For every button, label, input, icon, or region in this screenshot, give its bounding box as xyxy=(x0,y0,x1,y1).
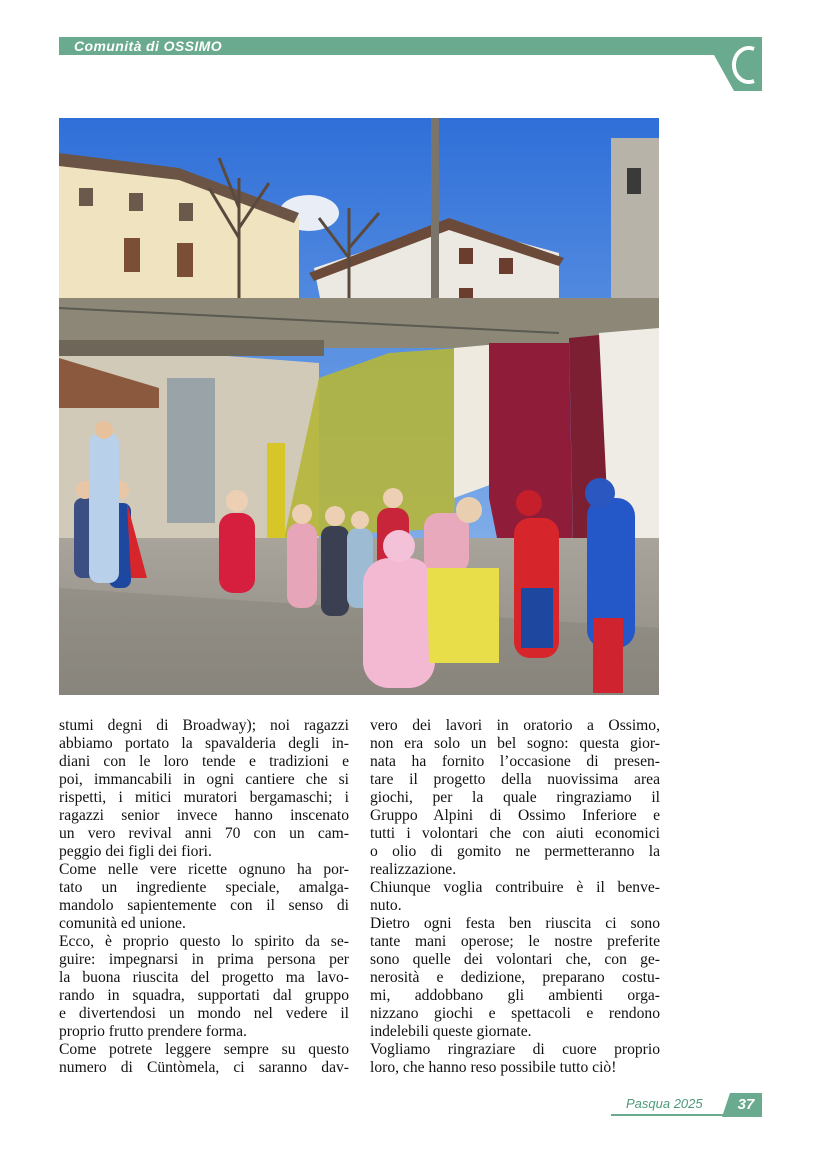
text-line: tante mani operose; le nostre preferite xyxy=(370,933,660,950)
text-line: loro, che hanno reso possibile tutto ciò! xyxy=(370,1059,617,1076)
text-line: Come nelle vere ricette ognuno ha por- xyxy=(59,861,349,878)
text-line: Chiunque voglia contribuire è il benve- xyxy=(370,879,660,896)
carnival-children-photo-icon xyxy=(59,118,659,695)
article-column-left xyxy=(59,717,349,1077)
text-line: nerosità e dedizione, preparano costu- xyxy=(370,969,660,986)
carnival-photo xyxy=(59,118,659,695)
text-line: Dietro ogni festa ben riuscita ci sono xyxy=(370,915,660,932)
text-line: nuto. xyxy=(370,897,402,914)
text-line: ragazzi senior invece hanno inscenato xyxy=(59,807,349,824)
text-line: indelebili queste giornate. xyxy=(370,1023,532,1040)
page-number: 37 xyxy=(737,1096,755,1113)
text-line: giochi, per la quale ringraziamo il xyxy=(370,789,660,806)
text-line: comunità ed unione. xyxy=(59,915,186,932)
text-line: e divertendosi un mondo nel vedere il xyxy=(59,1005,349,1022)
text-line: rispetti, i mitici muratori bergamaschi; i xyxy=(59,789,349,806)
text-line: abbiamo portato la spavalderia degli in- xyxy=(59,735,349,752)
text-line: guire: impegnarsi in prima persona per xyxy=(59,951,349,968)
text-line: mandolo sapientemente con il senso di xyxy=(59,897,349,914)
text-line: Come potrete leggere sempre su questo xyxy=(59,1041,349,1058)
text-line: proprio frutto prendere forma. xyxy=(59,1023,247,1040)
text-line: non era solo un bel sogno: questa gior- xyxy=(370,735,660,752)
text-line: numero di Cüntòmela, ci saranno dav- xyxy=(59,1059,349,1076)
text-line: rando in squadra, supportati dal gruppo xyxy=(59,987,349,1004)
text-line: diani con le loro tende e tradizioni e xyxy=(59,753,349,770)
header-logo-tab xyxy=(704,37,762,91)
text-line: sono quelle dei volontari che, con ge- xyxy=(370,951,660,968)
text-line: nata ha fornito l’occasione di presen- xyxy=(370,753,660,770)
text-line: la buona riuscita del progetto ma lavo- xyxy=(59,969,349,986)
text-line: mi, addobbano gli ambienti orga- xyxy=(370,987,660,1004)
text-line: poi, immancabili in ogni cantiere che si xyxy=(59,771,349,788)
text-line: un vero revival anni 70 con un cam- xyxy=(59,825,349,842)
text-line: stumi degni di Broadway); noi ragazzi xyxy=(59,717,349,734)
text-line: peggio dei figli dei fiori. xyxy=(59,843,212,860)
text-line: Ecco, è proprio questo lo spirito da se- xyxy=(59,933,349,950)
text-line: tato un ingrediente speciale, amalga- xyxy=(59,879,349,896)
article-column-right xyxy=(370,717,660,1077)
issue-label: Pasqua 2025 xyxy=(626,1096,703,1111)
text-line: vero dei lavori in oratorio a Ossimo, xyxy=(370,717,660,734)
footer-rule xyxy=(611,1114,727,1116)
text-line: nizzano giochi e spettacoli e rendono xyxy=(370,1005,660,1022)
text-line: realizzazione. xyxy=(370,861,457,878)
text-line: tare il progetto della nuovissima area xyxy=(370,771,660,788)
page-section-title: Comunità di OSSIMO xyxy=(74,38,222,54)
text-line: Vogliamo ringraziare di cuore proprio xyxy=(370,1041,660,1058)
text-line: o olio di gomito ne permetteranno la xyxy=(370,843,660,860)
text-line: Gruppo Alpini di Ossimo Inferiore e xyxy=(370,807,660,824)
text-line: tutti i volontari che con aiuti economici xyxy=(370,825,660,842)
